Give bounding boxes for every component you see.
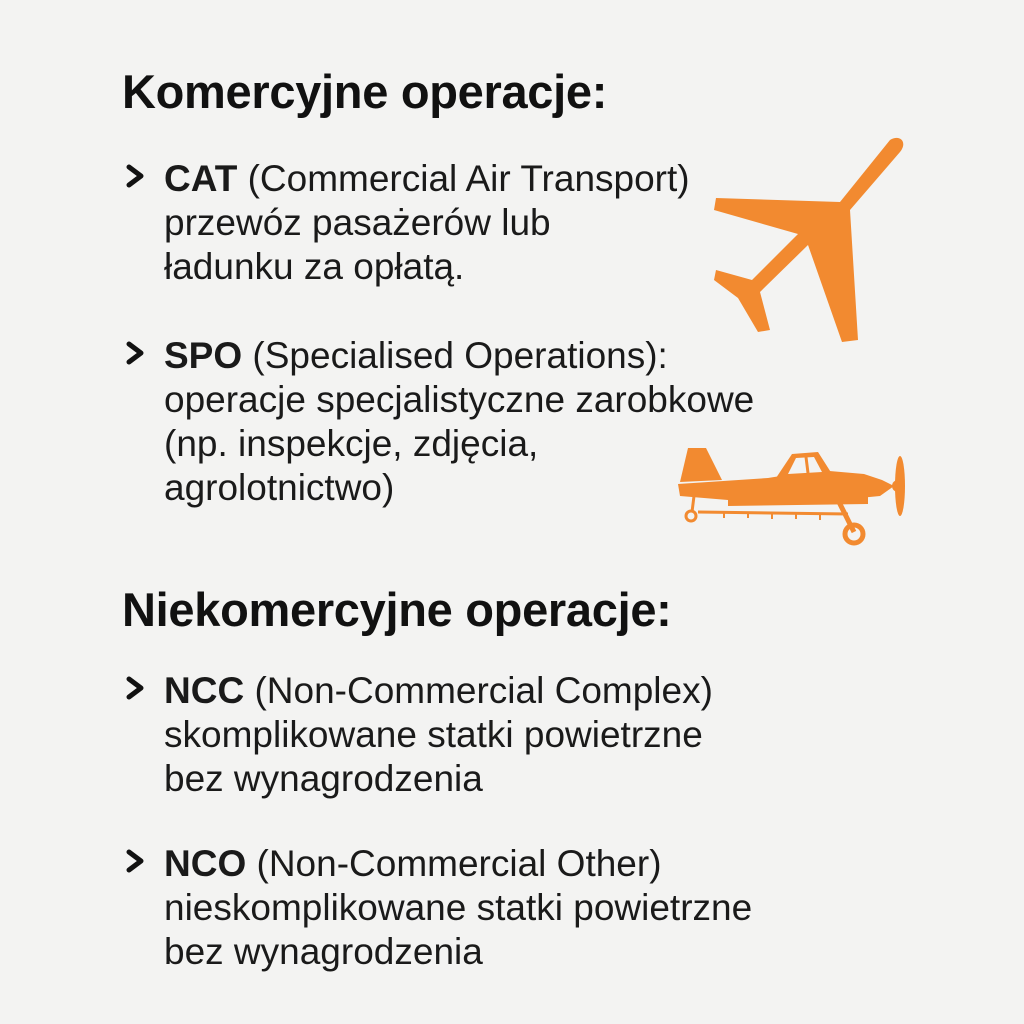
item-code: CAT (164, 158, 238, 199)
chevron-right-icon (122, 846, 150, 876)
item-code: NCO (164, 843, 247, 884)
list-item-nco (122, 842, 882, 974)
item-description-line: agrolotnictwo) (164, 467, 395, 508)
item-description-line: (Non-Commercial Complex) (254, 670, 713, 711)
item-description-line: bez wynagrodzenia (164, 758, 483, 799)
item-code: NCC (164, 670, 245, 711)
airplane-icon (700, 130, 910, 350)
crop-duster-plane-icon (668, 440, 918, 550)
chevron-right-icon (122, 338, 150, 368)
chevron-right-icon (122, 161, 150, 191)
item-description-line: (np. inspekcje, zdjęcia, (164, 423, 539, 464)
item-description-line: skomplikowane statki powietrzne (164, 714, 703, 755)
item-description-line: przewóz pasażerów lub (164, 202, 551, 243)
item-description-line: (Specialised Operations): (252, 335, 668, 376)
item-code: SPO (164, 335, 243, 376)
item-description-line: bez wynagrodzenia (164, 931, 483, 972)
chevron-right-icon (122, 673, 150, 703)
section-heading-commercial: Komercyjne operacje: (122, 65, 608, 118)
item-description-line: operacje specjalistyczne zarobkowe (164, 379, 755, 420)
section-heading-non-commercial: Niekomercyjne operacje: (122, 583, 672, 636)
item-description-line: (Commercial Air Transport) (247, 158, 690, 199)
item-description-line: nieskomplikowane statki powietrzne (164, 887, 753, 928)
list-item-ncc (122, 669, 882, 801)
item-description-line: (Non-Commercial Other) (256, 843, 662, 884)
item-description-line: ładunku za opłatą. (164, 246, 465, 287)
